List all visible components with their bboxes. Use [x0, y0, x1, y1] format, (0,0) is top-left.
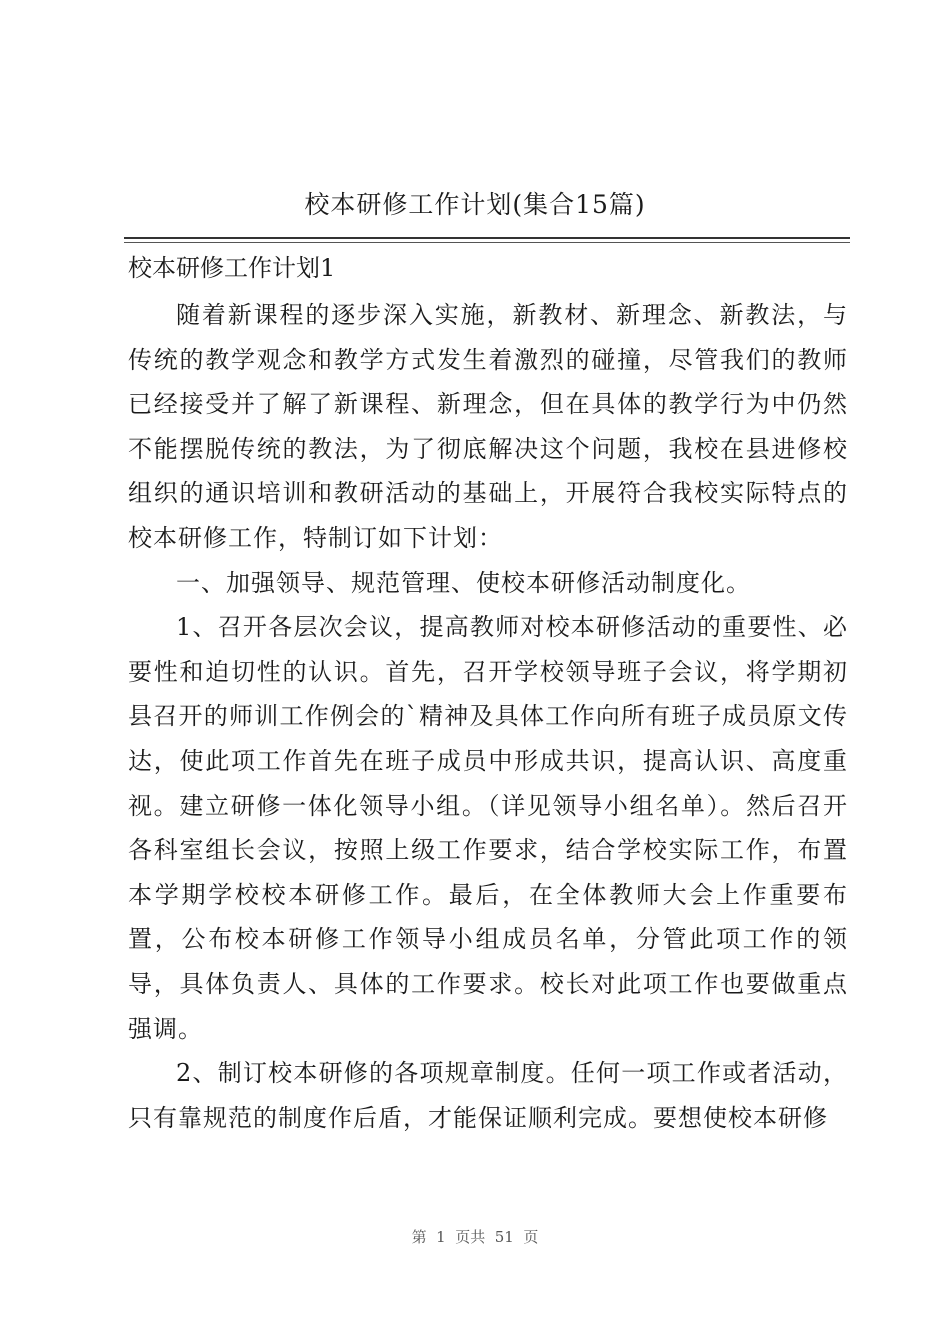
title-divider-thin: [124, 242, 850, 243]
page-footer: 第 1 页共 51 页: [411, 1228, 539, 1246]
body-text: [128, 293, 848, 1140]
document-title: 校本研修工作计划(集合15篇): [304, 190, 646, 219]
paragraph-heading-one: 一、加强领导、规范管理、使校本研修活动制度化。: [176, 568, 751, 597]
section-heading: 校本研修工作计划1: [128, 254, 336, 282]
paragraph-item-one: 1、召开各层次会议，提高教师对校本研修活动的重要性、必要性和迫切性的认识。首先，召开学校领导班子会议，将学期初县召开的师训工作例会的`精神及具体工作向所有班子成员原文传达，使此项工作首先在班子成员中形成共识，提高认识、高度重视。建立研修一体化领导小组。（详见领导小组名单）。然后召开各科室组长会议，按照上级工作要求，结合学校实际工作，布置本学期学校校本研修工作。最后，在全体教师大会上作重要布置，公布校本研修工作领导小组成员名单，分管此项工作的领导，具体负责人、具体的工作要求。校长对此项工作也要做重点强调。: [128, 613, 848, 1043]
paragraph-item-two: 2、制订校本研修的各项规章制度。任何一项工作或者活动，只有靠规范的制度作后盾，才能保证顺利完成。要想使校本研修: [128, 1059, 848, 1132]
title-divider-thick: [124, 237, 850, 239]
paragraph-intro: 随着新课程的逐步深入实施，新教材、新理念、新教法，与传统的教学观念和教学方式发生着激烈的碰撞，尽管我们的教师已经接受并了解了新课程、新理念，但在具体的教学行为中仍然不能摆脱传统的教法，为了彻底解决这个问题，我校在县进修校组织的通识培训和教研活动的基础上，开展符合我校实际特点的校本研修工作，特制订如下计划：: [128, 301, 848, 552]
